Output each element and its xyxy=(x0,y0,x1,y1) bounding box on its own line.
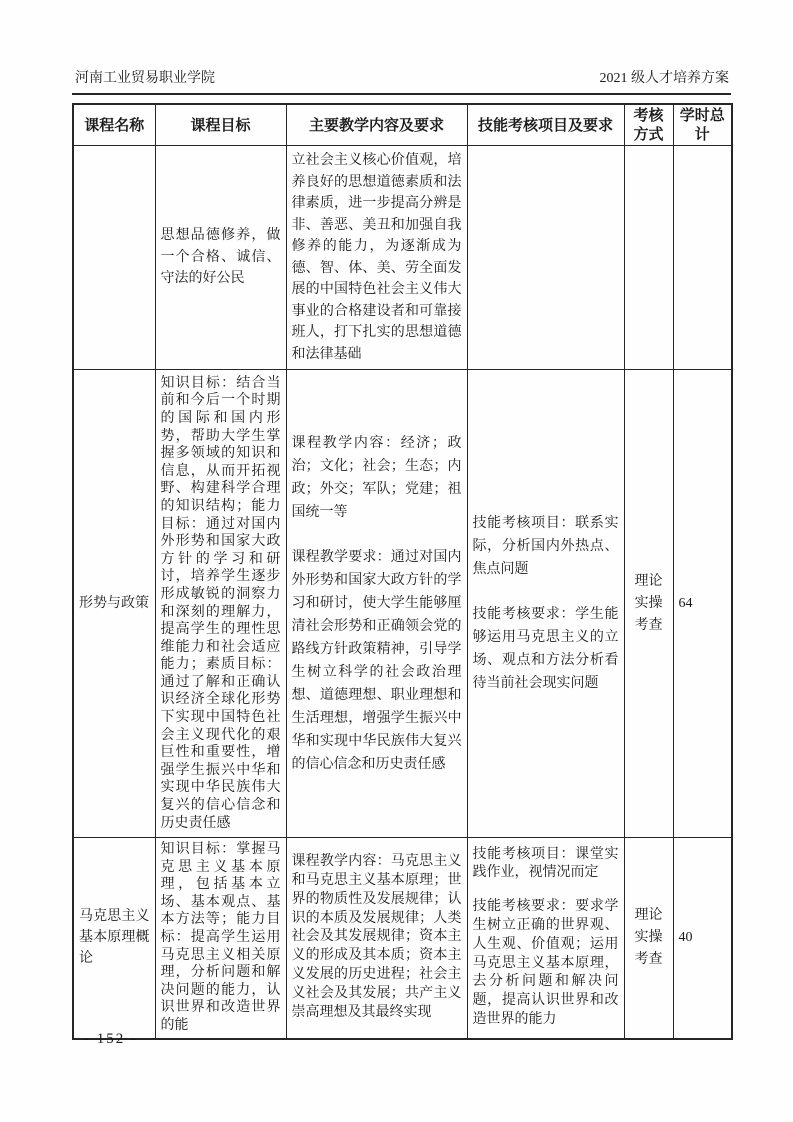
cell-course-name-r3 xyxy=(73,838,155,1039)
objectives-text: 知识目标：掌握马克思主义基本原理，包括基本立场、基本观点、基本方法等；能力目标：提高学生运用马克思主义相关原理，分析问题和解决问题的能力，认识世界和改造世界的能 xyxy=(160,842,281,1033)
cell-hours-r2 xyxy=(673,370,732,838)
col-header-assessment: 技能考核项目及要求 xyxy=(467,104,624,146)
cell-hours-r3 xyxy=(673,838,732,1039)
col-header-course-name: 课程名称 xyxy=(73,104,155,146)
cell-objectives-r3 xyxy=(155,838,286,1039)
col-header-content: 主要教学内容及要求 xyxy=(286,104,467,146)
content-paragraph-2: 课程教学要求：通过对国内外形势和国家大政方针的学习和研讨，使大学生能够厘清社会形势和正确领会党的路线方针政策精神，引导学生树立科学的社会政治理想、道德理想、职业理想和生活理想，增强学生振兴中华和实现中华民族伟大复兴的信心信念和历史责任感 xyxy=(291,549,462,772)
assessment-paragraph-2: 技能考核要求：学生能够运用马克思主义的立场、观点和方法分析看待当前社会现实问题 xyxy=(472,607,619,691)
method-text: 理论实操考查 xyxy=(634,573,663,633)
table-header-row xyxy=(73,104,732,146)
objectives-text: 思想品德修养，做一个合格、诚信、守法的好公民 xyxy=(160,228,281,287)
cell-content-r1 xyxy=(286,146,467,370)
method-text: 理论实操考查 xyxy=(634,907,663,967)
col-header-hours: 学时总计 xyxy=(673,104,732,146)
cell-hours-empty xyxy=(673,146,732,370)
cell-course-name-r2 xyxy=(73,370,155,838)
header-rule xyxy=(72,93,731,95)
header-school-name: 河南工业贸易职业学院 xyxy=(75,71,215,86)
assessment-paragraph-2: 技能考核要求：要求学生树立正确的世界观、人生观、价值观；运用马克思主义基本原理，去分析问题和解决问题，提高认识世界和改造世界的能力 xyxy=(472,899,619,1028)
course-name-text: 马克思主义基本原理概论 xyxy=(79,909,150,967)
cell-assessment-empty xyxy=(467,146,624,370)
hours-value: 64 xyxy=(678,595,693,611)
page-number: - 152 - xyxy=(84,1031,138,1047)
cell-course-name-empty xyxy=(73,146,155,370)
table-row-xingshi-yu-zhengce xyxy=(73,370,732,838)
assessment-paragraph-1: 技能考核项目：课堂实践作业，视情况而定 xyxy=(472,846,619,881)
col-header-objectives: 课程目标 xyxy=(155,104,286,146)
objectives-text: 知识目标：结合当前和今后一个时期的国际和国内形势，帮助大学生掌握多领域的知识和信息，从而开拓视野、构建科学合理的知识结构；能力目标：通过对国内外形势和国家大政方针的学习和研讨，培养学生逐步形成敏锐的洞察力和深刻的理解力，提高学生的理性思维能力和社会适应能力；素质目标：通过了解和正确认识经济全球化形势下实现中国特色社会主义现代化的艰巨性和重要性，增强学生振兴中华和实现中华民族伟大复兴的信心信念和历史责任感 xyxy=(160,375,281,831)
cell-assessment-r3 xyxy=(467,838,624,1039)
content-text: 课程教学内容：马克思主义和马克思主义基本原理；世界的物质性及发展规律；认识的本质及发展规律；人类社会及其发展规律；资本主义的形成及其本质；资本主义发展的历史进程；社会主义社会及其发展；共产主义崇高理想及其最终实现 xyxy=(291,854,462,1020)
table-row-makesizhuyi xyxy=(73,838,732,1039)
content-paragraph-1: 课程教学内容：经济；政治；文化；社会；生态；内政；外交；军队；党建；祖国统一等 xyxy=(291,435,462,520)
col-header-method: 考核方式 xyxy=(624,104,673,146)
cell-assessment-r2 xyxy=(467,370,624,838)
assessment-paragraph-1: 技能考核项目：联系实际，分析国内外热点、焦点问题 xyxy=(472,516,619,577)
cell-content-r3 xyxy=(286,838,467,1039)
cell-content-r2 xyxy=(286,370,467,838)
content-text: 立社会主义核心价值观，培养良好的思想道德素质和法律素质，进一步提高分辨是非、善恶、美丑和加强自我修养的能力，为逐渐成为德、智、体、美、劳全面发展的中国特色社会主义伟大事业的合格建设者和可靠接班人，打下扎实的思想道德和法律基础 xyxy=(291,153,462,362)
cell-objectives-r2 xyxy=(155,370,286,838)
header-plan-title: 2021 级人才培养方案 xyxy=(599,71,729,86)
table-row-continuation xyxy=(73,146,732,370)
hours-value: 40 xyxy=(678,929,693,945)
curriculum-table xyxy=(72,103,733,1040)
cell-method-r2 xyxy=(624,370,673,838)
page-header xyxy=(75,70,729,88)
cell-method-empty xyxy=(624,146,673,370)
course-name-text: 形势与政策 xyxy=(79,596,149,611)
cell-objectives-r1 xyxy=(155,146,286,370)
cell-method-r3 xyxy=(624,838,673,1039)
